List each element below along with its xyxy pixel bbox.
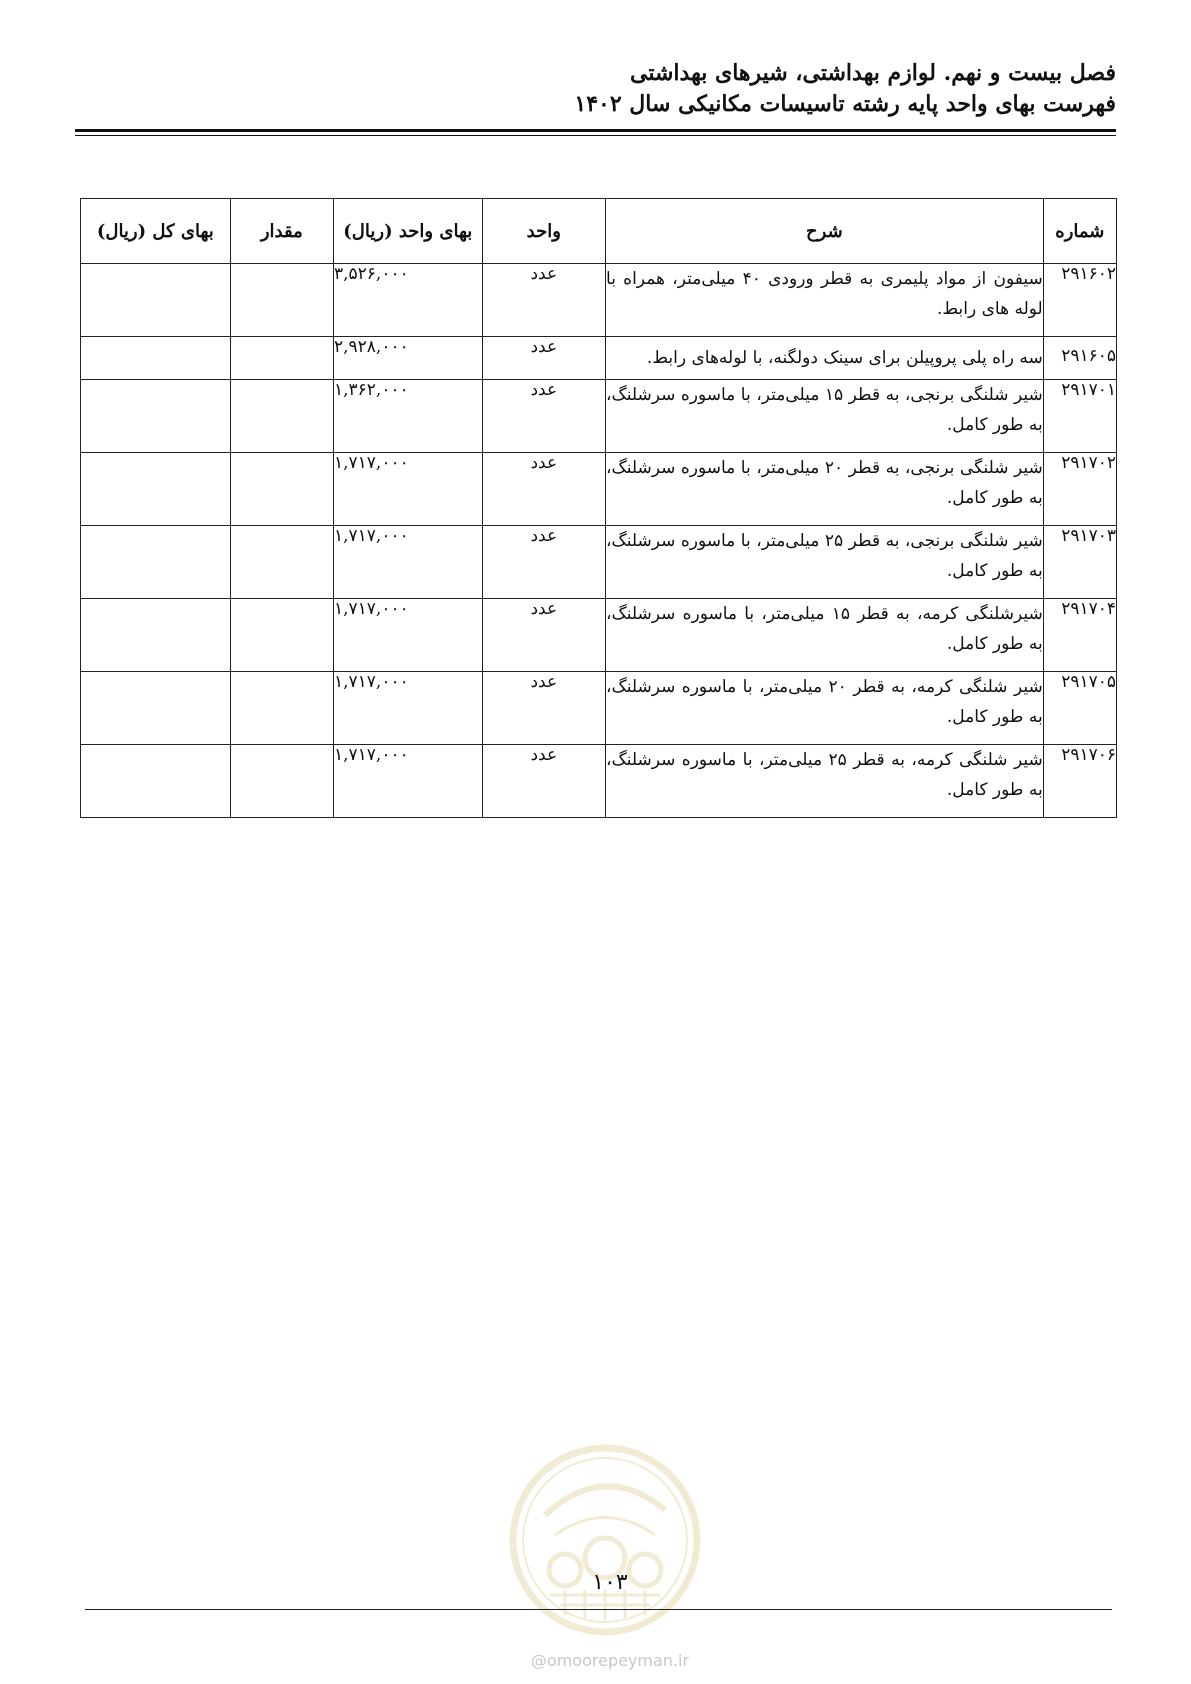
- col-header-quantity: مقدار: [230, 199, 333, 264]
- col-header-total-price: بهای کل (ریال): [81, 199, 231, 264]
- item-quantity: [230, 526, 333, 599]
- col-header-unit-price: بهای واحد (ریال): [334, 199, 483, 264]
- item-number: ۲۹۱۷۰۳: [1043, 526, 1116, 599]
- item-quantity: [230, 264, 333, 337]
- table-row: [81, 599, 1117, 672]
- item-number: ۲۹۱۶۰۲: [1043, 264, 1116, 337]
- item-total: [81, 745, 231, 818]
- item-unit: عدد: [482, 337, 605, 380]
- chapter-title: فصل بیست و نهم. لوازم بهداشتی، شیرهای بهداشتی: [630, 60, 1116, 86]
- item-total: [81, 526, 231, 599]
- col-header-description: شرح: [606, 199, 1044, 264]
- item-unit: عدد: [482, 526, 605, 599]
- item-unit: عدد: [482, 380, 605, 453]
- table-row: [81, 526, 1117, 599]
- item-unit-price: ۳,۵۲۶,۰۰۰: [334, 264, 483, 337]
- item-unit: عدد: [482, 264, 605, 337]
- item-description: شیر شلنگی برنجی، به قطر ۲۰ میلی‌متر، با ماسوره سرشلنگ، به طور کامل.: [606, 453, 1044, 526]
- item-number: ۲۹۱۶۰۵: [1043, 337, 1116, 380]
- item-number: ۲۹۱۷۰۲: [1043, 453, 1116, 526]
- item-unit: عدد: [482, 672, 605, 745]
- watermark-logo-icon: [505, 1440, 705, 1640]
- item-total: [81, 599, 231, 672]
- item-unit-price: ۱,۷۱۷,۰۰۰: [334, 526, 483, 599]
- item-unit-price: ۱,۷۱۷,۰۰۰: [334, 672, 483, 745]
- item-description: سه راه پلی پروپیلن برای سینک دولگنه، با لوله‌های رابط.: [606, 337, 1044, 380]
- page-number: ۱۰۳: [592, 1570, 628, 1595]
- table-header-row: [81, 199, 1117, 264]
- item-description: شیرشلنگی کرمه، به قطر ۱۵ میلی‌متر، با ماسوره سرشلنگ، به طور کامل.: [606, 599, 1044, 672]
- table-row: [81, 453, 1117, 526]
- header-rule-thin: [75, 135, 1116, 136]
- item-total: [81, 453, 231, 526]
- item-quantity: [230, 380, 333, 453]
- item-quantity: [230, 745, 333, 818]
- table-row: [81, 337, 1117, 380]
- footer-rule: [85, 1609, 1112, 1610]
- item-description: شیر شلنگی کرمه، به قطر ۲۰ میلی‌متر، با ماسوره سرشلنگ، به طور کامل.: [606, 672, 1044, 745]
- item-quantity: [230, 337, 333, 380]
- item-total: [81, 337, 231, 380]
- item-unit: عدد: [482, 745, 605, 818]
- item-quantity: [230, 599, 333, 672]
- table-row: [81, 672, 1117, 745]
- header-rule-thick: [75, 129, 1116, 132]
- table-row: [81, 745, 1117, 818]
- col-header-number: شماره: [1043, 199, 1116, 264]
- item-unit: عدد: [482, 453, 605, 526]
- item-description: شیر شلنگی کرمه، به قطر ۲۵ میلی‌متر، با ماسوره سرشلنگ، به طور کامل.: [606, 745, 1044, 818]
- item-unit-price: ۱,۷۱۷,۰۰۰: [334, 745, 483, 818]
- item-number: ۲۹۱۷۰۶: [1043, 745, 1116, 818]
- item-unit-price: ۱,۳۶۲,۰۰۰: [334, 380, 483, 453]
- item-number: ۲۹۱۷۰۴: [1043, 599, 1116, 672]
- item-total: [81, 380, 231, 453]
- item-description: شیر شلنگی برنجی، به قطر ۲۵ میلی‌متر، با ماسوره سرشلنگ، به طور کامل.: [606, 526, 1044, 599]
- item-unit-price: ۱,۷۱۷,۰۰۰: [334, 599, 483, 672]
- price-table: [80, 198, 1117, 818]
- page-header: [76, 58, 1116, 120]
- item-unit-price: ۱,۷۱۷,۰۰۰: [334, 453, 483, 526]
- item-unit: عدد: [482, 599, 605, 672]
- item-total: [81, 672, 231, 745]
- item-unit-price: ۲,۹۲۸,۰۰۰: [334, 337, 483, 380]
- table-row: [81, 380, 1117, 453]
- item-description: سیفون از مواد پلیمری به قطر ورودی ۴۰ میلی‌متر، همراه با لوله های رابط.: [606, 264, 1044, 337]
- item-number: ۲۹۱۷۰۱: [1043, 380, 1116, 453]
- table-row: [81, 264, 1117, 337]
- col-header-unit: واحد: [482, 199, 605, 264]
- item-number: ۲۹۱۷۰۵: [1043, 672, 1116, 745]
- list-title: فهرست بهای واحد پایه رشته تاسیسات مکانیکی سال ۱۴۰۲: [574, 91, 1116, 117]
- item-description: شیر شلنگی برنجی، به قطر ۱۵ میلی‌متر، با ماسوره سرشلنگ، به طور کامل.: [606, 380, 1044, 453]
- item-quantity: [230, 453, 333, 526]
- watermark-site: @omoorepeyman.ir: [530, 1651, 690, 1670]
- item-total: [81, 264, 231, 337]
- item-quantity: [230, 672, 333, 745]
